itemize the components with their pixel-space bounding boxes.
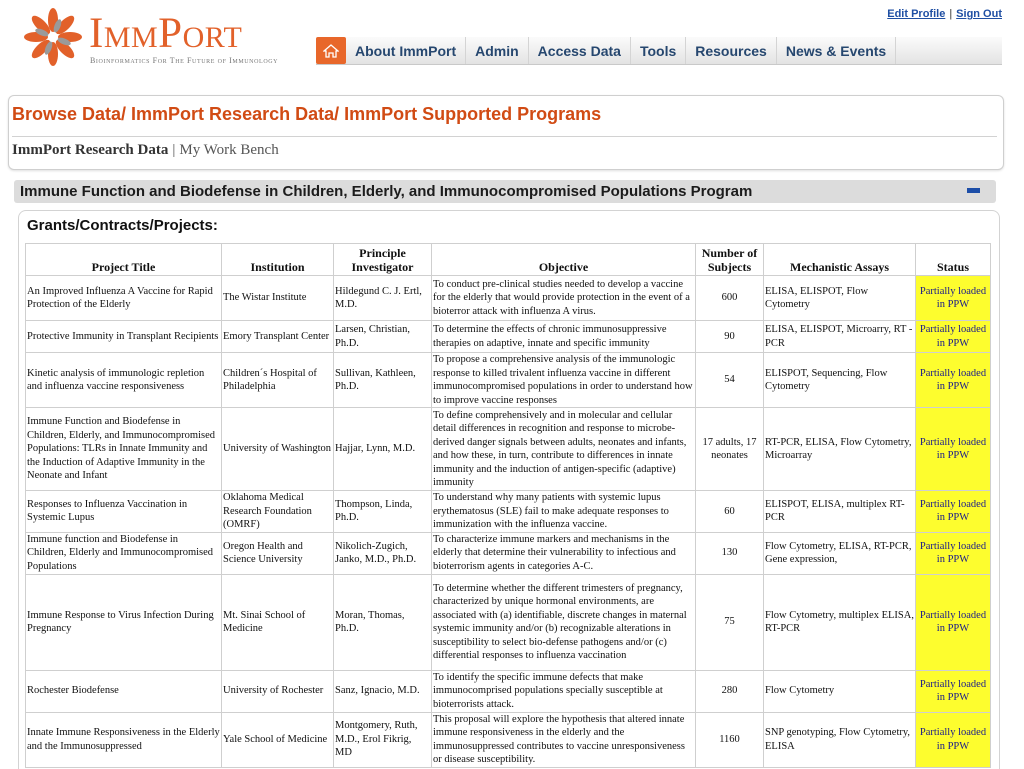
subjects-cell: 130	[696, 532, 764, 574]
breadcrumb-divider	[12, 136, 997, 137]
investigator-cell: Larsen, Christian, Ph.D.	[334, 321, 432, 353]
nav-news-events[interactable]: News & Events	[777, 37, 896, 64]
project-title-cell: Immune Response to Virus Infection During Pregnancy	[26, 574, 222, 670]
project-title-cell: An Improved Influenza A Vaccine for Rapid Protection of the Elderly	[26, 276, 222, 321]
institution-cell: Oregon Health and Science University	[222, 532, 334, 574]
objective-cell: This proposal will explore the hypothesis that altered innate immune responsiveness in the elderly and the immunosuppressed contributes to vaccine unresponsiveness or disease susceptibility.	[432, 712, 696, 767]
subjects-cell: 90	[696, 321, 764, 353]
table-row	[26, 408, 991, 491]
objective-cell: To characterize immune markers and mechanisms in the elderly that determine their vulnerability to infectious and bioterrorism agents in categories A-C.	[432, 532, 696, 574]
subjects-cell: 17 adults, 17 neonates	[696, 408, 764, 491]
institution-cell: Oklahoma Medical Research Foundation (OMRF)	[222, 491, 334, 533]
workspace-tabs	[12, 142, 279, 159]
home-icon	[323, 44, 339, 58]
status-cell: Partially loaded in PPW	[916, 321, 991, 353]
table-row	[26, 712, 991, 767]
column-header: Project Title	[26, 244, 222, 276]
column-header: Objective	[432, 244, 696, 276]
subjects-cell: 60	[696, 491, 764, 533]
tab-my-work-bench[interactable]: My Work Bench	[179, 142, 279, 158]
column-header: Principle Investigator	[334, 244, 432, 276]
objective-cell: To conduct pre-clinical studies needed to develop a vaccine for the elderly that would provide protection in the event of a bioterror attack with influenza A virus.	[432, 276, 696, 321]
assays-cell: ELISA, ELISPOT, Flow Cytometry	[764, 276, 916, 321]
project-title-cell: Responses to Influenza Vaccination in Systemic Lupus	[26, 491, 222, 533]
status-cell: Partially loaded in PPW	[916, 408, 991, 491]
institution-cell: University of Rochester	[222, 670, 334, 712]
assays-cell: RT-PCR, ELISA, Flow Cytometry, Microarray	[764, 408, 916, 491]
project-title-cell: Kinetic analysis of immunologic repletion and influenza vaccine responsiveness	[26, 353, 222, 408]
investigator-cell: Nikolich-Zugich, Janko, M.D., Ph.D.	[334, 532, 432, 574]
project-title-cell: Innate Immune Responsiveness in the Elderly and the Immunosuppressed	[26, 712, 222, 767]
institution-cell: Yale School of Medicine	[222, 712, 334, 767]
investigator-cell: Thompson, Linda, Ph.D.	[334, 491, 432, 533]
assays-cell: ELISPOT, Sequencing, Flow Cytometry	[764, 353, 916, 408]
immport-logo[interactable]	[22, 6, 292, 68]
table-row	[26, 276, 991, 321]
nav-about-immport[interactable]: About ImmPort	[346, 37, 466, 64]
status-cell: Partially loaded in PPW	[916, 670, 991, 712]
breadcrumb-title: Browse Data/ ImmPort Research Data/ ImmPort Supported Programs	[12, 104, 602, 124]
collapse-minus-icon[interactable]	[967, 188, 980, 193]
nav-resources[interactable]: Resources	[686, 37, 777, 64]
nav-admin[interactable]: Admin	[466, 37, 529, 64]
assays-cell: Flow Cytometry, ELISA, RT-PCR, Gene expression,	[764, 532, 916, 574]
table-row	[26, 574, 991, 670]
project-title-cell: Immune Function and Biodefense in Children, Elderly, and Immunocompromised Populations: TLRs in Innate Immunity and the Induction of Adaptive Immunity in the Neonate and Infant	[26, 408, 222, 491]
assays-cell: SNP genotyping, Flow Cytometry, ELISA	[764, 712, 916, 767]
assays-cell: Flow Cytometry, multiplex ELISA, RT-PCR	[764, 574, 916, 670]
assays-cell: Flow Cytometry	[764, 670, 916, 712]
institution-cell: Children´s Hospital of Philadelphia	[222, 353, 334, 408]
program-header	[14, 180, 996, 203]
status-cell: Partially loaded in PPW	[916, 532, 991, 574]
status-cell: Partially loaded in PPW	[916, 276, 991, 321]
column-header: Number of Subjects	[696, 244, 764, 276]
objective-cell: To determine the effects of chronic immunosuppressive therapies on adaptive, innate and specific immunity	[432, 321, 696, 353]
main-nav	[316, 37, 1002, 65]
assays-cell: ELISPOT, ELISA, multiplex RT-PCR	[764, 491, 916, 533]
subjects-cell: 280	[696, 670, 764, 712]
table-row	[26, 321, 991, 353]
objective-cell: To understand why many patients with systemic lupus erythematosus (SLE) fail to make adequate responses to immunization with the influenza vaccine.	[432, 491, 696, 533]
program-title: Immune Function and Biodefense in Children, Elderly, and Immunocompromised Populations Program	[20, 183, 753, 200]
tab-immport-research-data[interactable]: ImmPort Research Data	[12, 142, 169, 158]
table-row	[26, 491, 991, 533]
investigator-cell: Hildegund C. J. Ertl, M.D.	[334, 276, 432, 321]
grants-table	[25, 243, 991, 768]
brand-name: ImmPort	[89, 10, 243, 57]
objective-cell: To propose a comprehensive analysis of the immunologic response to killed trivalent influenza vaccine in different immunocompromised populations in order to understand how to improve vaccine responses	[432, 353, 696, 408]
project-title-cell: Rochester Biodefense	[26, 670, 222, 712]
subjects-cell: 54	[696, 353, 764, 408]
column-header: Institution	[222, 244, 334, 276]
edit-profile-link[interactable]: Edit Profile	[887, 8, 946, 20]
assays-cell: ELISA, ELISPOT, Microarry, RT - PCR	[764, 321, 916, 353]
subjects-cell: 75	[696, 574, 764, 670]
investigator-cell: Sanz, Ignacio, M.D.	[334, 670, 432, 712]
institution-cell: The Wistar Institute	[222, 276, 334, 321]
status-cell: Partially loaded in PPW	[916, 712, 991, 767]
institution-cell: Mt. Sinai School of Medicine	[222, 574, 334, 670]
institution-cell: University of Washington	[222, 408, 334, 491]
subjects-cell: 1160	[696, 712, 764, 767]
project-title-cell: Protective Immunity in Transplant Recipients	[26, 321, 222, 353]
subjects-cell: 600	[696, 276, 764, 321]
status-cell: Partially loaded in PPW	[916, 353, 991, 408]
link-separator: |	[949, 8, 953, 20]
home-button[interactable]	[316, 37, 346, 64]
sign-out-link[interactable]: Sign Out	[956, 8, 1002, 20]
investigator-cell: Montgomery, Ruth, M.D., Erol Fikrig, MD	[334, 712, 432, 767]
nav-tools[interactable]: Tools	[631, 37, 686, 64]
table-row	[26, 670, 991, 712]
objective-cell: To identify the specific immune defects that make immunocomprised populations specially susceptible at bioterrorists attack.	[432, 670, 696, 712]
status-cell: Partially loaded in PPW	[916, 491, 991, 533]
objective-cell: To define comprehensively and in molecular and cellular detail differences in recognition and response to microbe-derived danger signals between adults, neonates and infants, and how these, in turn, contribute to differences in innate immunity and the induction of antigen-specific (adaptive) immunity	[432, 408, 696, 491]
column-header: Mechanistic Assays	[764, 244, 916, 276]
project-title-cell: Immune function and Biodefense in Children, Elderly and Immunocompromised Populations	[26, 532, 222, 574]
investigator-cell: Sullivan, Kathleen, Ph.D.	[334, 353, 432, 408]
table-row	[26, 532, 991, 574]
nav-access-data[interactable]: Access Data	[529, 37, 631, 64]
institution-cell: Emory Transplant Center	[222, 321, 334, 353]
breadcrumb-panel	[8, 95, 1004, 170]
investigator-cell: Moran, Thomas, Ph.D.	[334, 574, 432, 670]
table-row	[26, 353, 991, 408]
tab-separator: |	[172, 142, 176, 158]
account-links	[887, 8, 1002, 20]
brand-tagline: Bioinformatics For The Future of Immunology	[90, 56, 279, 65]
status-cell: Partially loaded in PPW	[916, 574, 991, 670]
immport-flower-icon	[22, 6, 84, 68]
investigator-cell: Hajjar, Lynn, M.D.	[334, 408, 432, 491]
objective-cell: To determine whether the different trimesters of pregnancy, characterized by unique hormonal environments, are associated with (a) identifiable, discrete changes in maternal systemic immunity and/or (b) recognizable alterations in susceptibility to select bio-defense pathogens and/or (c) differential responses to influenza vaccination	[432, 574, 696, 670]
grants-heading: Grants/Contracts/Projects:	[27, 217, 218, 234]
column-header: Status	[916, 244, 991, 276]
table-header-row	[26, 244, 991, 276]
